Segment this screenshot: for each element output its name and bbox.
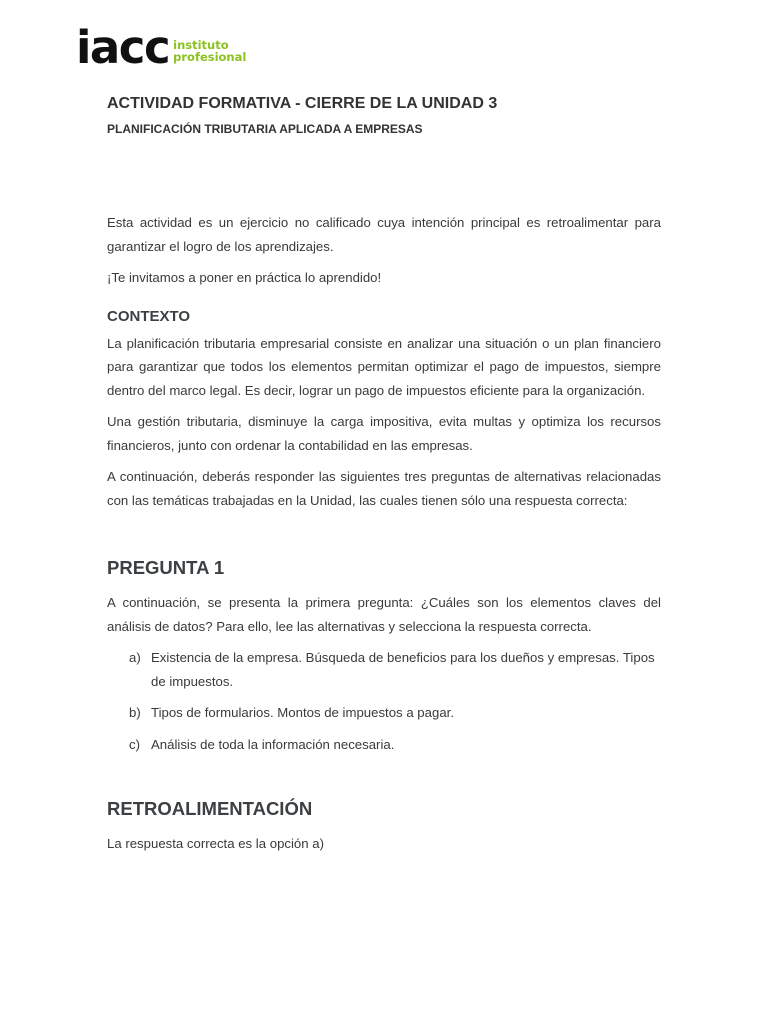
intro-invitation: ¡Te invitamos a poner en práctica lo aprendido!	[107, 270, 382, 285]
logo-text	[173, 39, 246, 63]
context-paragraph: Una gestión tributaria, disminuye la carga impositiva, evita multas y optimiza los recursos financieros, junto con ordenar la contabilidad en las empresas.	[107, 414, 661, 453]
context-heading: CONTEXTO	[107, 307, 191, 325]
question-1-heading: PREGUNTA 1	[107, 557, 225, 578]
feedback-section	[107, 796, 661, 856]
option-text: Tipos de formularios. Montos de impuestos a pagar.	[151, 705, 454, 720]
answer-option-c	[107, 733, 661, 757]
context-paragraph: A continuación, deberás responder las siguientes tres preguntas de alternativas relacionadas con las temáticas trabajadas en la Unidad, las cuales tienen sólo una respuesta correcta:	[107, 469, 661, 508]
intro-paragraph: Esta actividad es un ejercicio no calificado cuya intención principal es retroalimentar para garantizar el logro de los aprendizajes.	[107, 215, 661, 254]
answer-option-a	[107, 646, 661, 693]
question-1-prompt: A continuación, se presenta la primera pregunta: ¿Cuáles son los elementos claves del análisis de datos? Para ello, lee las alternativas y selecciona la respuesta correcta.	[107, 595, 661, 634]
option-text: Análisis de toda la información necesaria.	[151, 736, 395, 752]
option-letter: a)	[129, 650, 141, 665]
context-paragraph: La planificación tributaria empresarial consiste en analizar una situación o un plan financiero para garantizar que todos los elementos permitan optimizar el pago de impuestos, siempre dentro del marco legal. Es decir, lograr un pago de impuestos eficiente para la organización.	[107, 335, 661, 398]
feedback-text: La respuesta correcta es la opción a)	[107, 836, 324, 851]
document-subtitle: PLANIFICACIÓN TRIBUTARIA APLICADA A EMPRESAS	[107, 122, 423, 136]
answer-option-b	[107, 701, 661, 725]
option-text: Existencia de la empresa. Búsqueda de beneficios para los dueños y empresas. Tipos de impuestos.	[151, 650, 655, 689]
logo-line-1: instituto	[173, 38, 229, 52]
intro-section	[107, 211, 661, 290]
document-title: ACTIVIDAD FORMATIVA - CIERRE DE LA UNIDAD 3	[107, 95, 498, 112]
feedback-heading: RETROALIMENTACIÓN	[107, 798, 313, 819]
option-letter: c)	[129, 736, 140, 752]
iacc-logo	[76, 21, 247, 74]
logo-line-2: profesional	[173, 50, 247, 64]
logo-mark: iacc	[76, 21, 170, 74]
option-letter: b)	[129, 705, 141, 720]
answer-options	[107, 646, 661, 756]
context-section	[107, 306, 661, 513]
document-page	[107, 94, 661, 864]
question-1-section	[107, 555, 661, 756]
